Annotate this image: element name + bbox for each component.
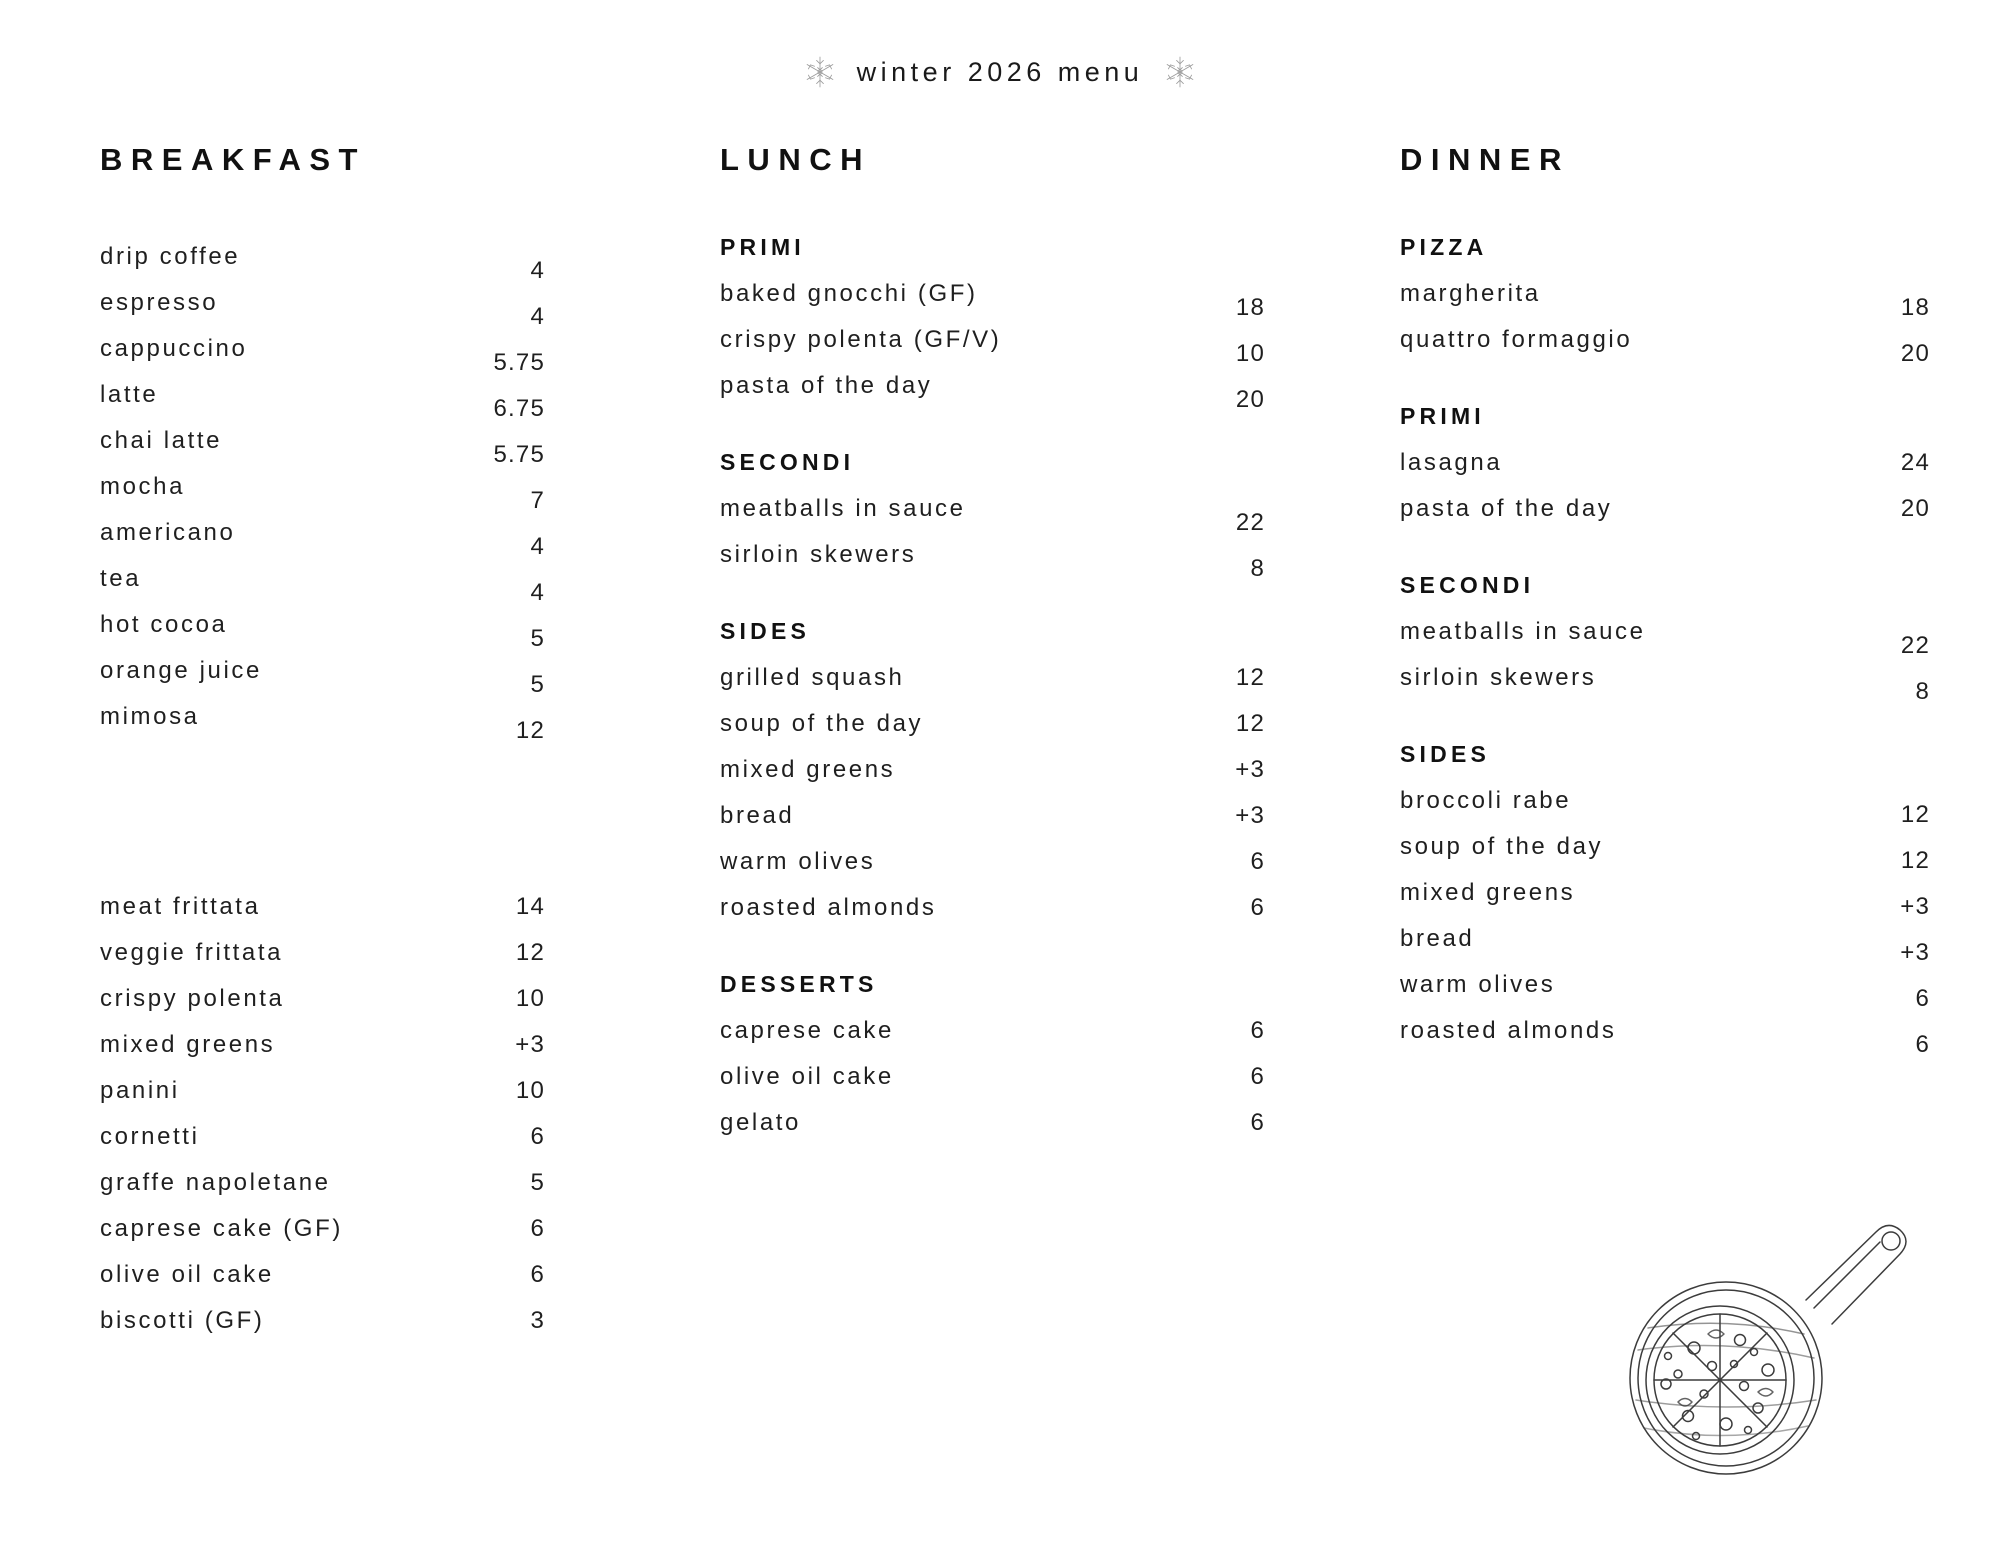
menu-item-price: 8 <box>1915 678 1930 705</box>
menu-item-price: 22 <box>1235 509 1265 536</box>
menu-item-price: 6.75 <box>493 395 545 422</box>
menu-item-name: caprese cake <box>720 1017 894 1044</box>
menu-section-dinner-secondi <box>1400 572 1930 705</box>
menu-item <box>1400 962 1930 1012</box>
menu-item-price: 8 <box>1250 555 1265 582</box>
menu-item-name: warm olives <box>720 848 876 875</box>
menu-item-name: margherita <box>1400 280 1541 307</box>
menu-item-name: gelato <box>720 1109 801 1136</box>
menu-item-price: +3 <box>1900 893 1930 920</box>
menu-section-dinner-sides <box>1400 741 1930 1058</box>
menu-item-name: meatballs in sauce <box>1400 618 1646 645</box>
menu-item-name: mimosa <box>100 703 200 730</box>
menu-item-name: crispy polenta (GF/V) <box>720 326 1002 353</box>
menu-item-name: veggie frittata <box>100 939 284 966</box>
menu-item <box>100 464 545 514</box>
menu-item-name: grilled squash <box>720 664 905 691</box>
menu-item-price: 20 <box>1900 495 1930 522</box>
menu-item <box>720 1008 1265 1054</box>
menu-item-name: cappuccino <box>100 335 248 362</box>
menu-item-name: bread <box>1400 925 1475 952</box>
menu-item <box>720 271 1265 321</box>
menu-section-lunch-sides <box>720 618 1265 931</box>
menu-item-price: 10 <box>515 985 545 1012</box>
menu-item <box>1400 609 1930 659</box>
menu-item-name: meat frittata <box>100 893 261 920</box>
menu-item-name: biscotti (GF) <box>100 1307 265 1334</box>
menu-item-name: espresso <box>100 289 219 316</box>
menu-item-price: 20 <box>1900 340 1930 367</box>
menu-item-list <box>1400 778 1930 1058</box>
menu-item <box>100 1022 545 1068</box>
menu-item-name: meatballs in sauce <box>720 495 966 522</box>
menu-column-breakfast <box>0 142 660 1344</box>
menu-item <box>100 556 545 606</box>
menu-item-name: mixed greens <box>1400 879 1576 906</box>
menu-item <box>100 602 545 652</box>
menu-column-dinner <box>1340 142 2000 1344</box>
menu-item <box>1400 440 1930 486</box>
menu-item-name: caprese cake (GF) <box>100 1215 343 1242</box>
menu-item-price: 12 <box>1235 710 1265 737</box>
menu-item-list <box>720 271 1265 413</box>
menu-item-price: 5 <box>530 671 545 698</box>
menu-item-name: mixed greens <box>720 756 896 783</box>
menu-item-price: 18 <box>1235 294 1265 321</box>
section-title-dinner-primi: PRIMI <box>1400 403 1485 429</box>
menu-item <box>1400 655 1930 705</box>
snowflake-icon <box>1163 55 1197 89</box>
menu-item <box>1400 916 1930 966</box>
menu-item-price: 22 <box>1900 632 1930 659</box>
menu-header-inner <box>803 55 1198 89</box>
menu-item-name: cornetti <box>100 1123 200 1150</box>
menu-item-list <box>1400 440 1930 532</box>
menu-item-name: drip coffee <box>100 243 241 270</box>
menu-item-name: graffe napoletane <box>100 1169 331 1196</box>
menu-item-price: 12 <box>515 939 545 966</box>
section-title-dinner-pizza: PIZZA <box>1400 234 1488 260</box>
menu-item-price: 6 <box>1250 894 1265 921</box>
menu-item <box>100 510 545 560</box>
menu-item-price: 12 <box>515 717 545 744</box>
menu-item-price: 3 <box>530 1307 545 1334</box>
menu-item <box>720 363 1265 413</box>
menu-item-name: mocha <box>100 473 186 500</box>
column-title-dinner: DINNER <box>1400 142 1570 177</box>
menu-section-breakfast-food <box>100 884 545 1344</box>
menu-item-price: 6 <box>1250 1063 1265 1090</box>
menu-item <box>720 317 1265 367</box>
menu-item-price: 4 <box>530 303 545 330</box>
menu-item-price: 6 <box>1915 985 1930 1012</box>
menu-item-list <box>100 884 545 1344</box>
menu-item <box>100 372 545 422</box>
menu-item-price: 6 <box>530 1215 545 1242</box>
menu-item-list <box>1400 609 1930 705</box>
menu-item-name: soup of the day <box>1400 833 1604 860</box>
menu-item <box>1400 824 1930 874</box>
menu-item-price: 10 <box>515 1077 545 1104</box>
menu-item-name: orange juice <box>100 657 262 684</box>
menu-item-price: +3 <box>515 1031 545 1058</box>
menu-item <box>100 1298 545 1344</box>
menu-item-price: 24 <box>1900 449 1930 476</box>
menu-item <box>100 976 545 1022</box>
menu-section-lunch-desserts <box>720 971 1265 1146</box>
menu-item-list <box>720 655 1265 931</box>
menu-item <box>100 326 545 376</box>
menu-item-price: 5.75 <box>493 441 545 468</box>
menu-item-price: 4 <box>530 579 545 606</box>
menu-item-name: broccoli rabe <box>1400 787 1572 814</box>
menu-item-name: hot cocoa <box>100 611 228 638</box>
menu-item <box>100 1068 545 1114</box>
snowflake-icon <box>803 55 837 89</box>
menu-item <box>1400 1008 1930 1058</box>
menu-item-name: pasta of the day <box>720 372 933 399</box>
section-title-lunch-desserts: DESSERTS <box>720 971 878 997</box>
menu-item-name: quattro formaggio <box>1400 326 1633 353</box>
menu-section-breakfast-drinks <box>100 234 545 744</box>
column-title-lunch: LUNCH <box>720 142 871 177</box>
menu-item <box>100 280 545 330</box>
menu-item-price: +3 <box>1900 939 1930 966</box>
menu-item-price: 12 <box>1900 847 1930 874</box>
menu-column-lunch <box>660 142 1340 1344</box>
menu-item-name: lasagna <box>1400 449 1503 476</box>
menu-header <box>0 0 2000 87</box>
menu-item-list <box>720 486 1265 582</box>
menu-item <box>720 701 1265 747</box>
menu-item-name: pasta of the day <box>1400 495 1613 522</box>
menu-item-price: +3 <box>1235 756 1265 783</box>
menu-item <box>720 486 1265 536</box>
menu-item-name: olive oil cake <box>100 1261 274 1288</box>
menu-item <box>1400 486 1930 532</box>
menu-item-price: 6 <box>1915 1031 1930 1058</box>
menu-item-price: 6 <box>530 1261 545 1288</box>
menu-item-name: olive oil cake <box>720 1063 894 1090</box>
menu-item-price: 4 <box>530 257 545 284</box>
menu-item-list <box>720 1008 1265 1146</box>
menu-item-name: roasted almonds <box>1400 1017 1617 1044</box>
menu-item <box>720 839 1265 885</box>
section-title-lunch-primi: PRIMI <box>720 234 805 260</box>
menu-item-name: warm olives <box>1400 971 1556 998</box>
menu-item <box>720 1100 1265 1146</box>
menu-item <box>100 1160 545 1206</box>
section-title-lunch-sides: SIDES <box>720 618 811 644</box>
menu-item-price: 4 <box>530 533 545 560</box>
menu-item-name: soup of the day <box>720 710 924 737</box>
menu-item-price: 20 <box>1235 386 1265 413</box>
menu-item <box>100 694 545 744</box>
menu-item-name: sirloin skewers <box>1400 664 1597 691</box>
menu-section-lunch-secondi <box>720 449 1265 582</box>
menu-item <box>100 234 545 284</box>
menu-item-list <box>1400 271 1930 367</box>
menu-item-price: 18 <box>1900 294 1930 321</box>
menu-item-price: 6 <box>1250 1109 1265 1136</box>
menu-item <box>100 1114 545 1160</box>
menu-item-name: americano <box>100 519 236 546</box>
menu-item-price: 14 <box>515 893 545 920</box>
menu-item <box>100 884 545 930</box>
section-title-lunch-secondi: SECONDI <box>720 449 855 475</box>
menu-columns <box>0 70 2000 1344</box>
menu-item-price: +3 <box>1235 802 1265 829</box>
menu-section-dinner-primi <box>1400 403 1930 532</box>
menu-item-price: 6 <box>1250 848 1265 875</box>
page-title: winter 2026 menu <box>856 56 1144 87</box>
menu-item-price: 6 <box>1250 1017 1265 1044</box>
menu-item <box>1400 271 1930 321</box>
menu-item <box>1400 870 1930 920</box>
menu-item-name: sirloin skewers <box>720 541 917 568</box>
menu-item-name: panini <box>100 1077 180 1104</box>
menu-item <box>720 532 1265 582</box>
menu-item <box>100 648 545 698</box>
menu-item <box>1400 317 1930 367</box>
menu-item-price: 5 <box>530 1169 545 1196</box>
menu-item <box>720 655 1265 701</box>
menu-item-name: baked gnocchi (GF) <box>720 280 978 307</box>
menu-item <box>1400 778 1930 828</box>
menu-item-price: 6 <box>530 1123 545 1150</box>
menu-section-lunch-primi <box>720 234 1265 413</box>
menu-item <box>100 1206 545 1252</box>
menu-item-list <box>100 234 545 744</box>
section-title-dinner-sides: SIDES <box>1400 741 1491 767</box>
menu-item-name: crispy polenta <box>100 985 285 1012</box>
menu-item-price: 10 <box>1235 340 1265 367</box>
menu-item <box>720 885 1265 931</box>
section-spacer <box>100 780 545 884</box>
menu-item <box>100 418 545 468</box>
menu-item-name: bread <box>720 802 795 829</box>
menu-item-price: 12 <box>1235 664 1265 691</box>
menu-item-price: 12 <box>1900 801 1930 828</box>
menu-item-name: roasted almonds <box>720 894 937 921</box>
menu-item <box>100 1252 545 1298</box>
section-title-dinner-secondi: SECONDI <box>1400 572 1535 598</box>
menu-item <box>720 747 1265 793</box>
menu-item <box>100 930 545 976</box>
menu-item-price: 7 <box>530 487 545 514</box>
menu-item <box>720 793 1265 839</box>
menu-item-name: chai latte <box>100 427 223 454</box>
column-title-breakfast: BREAKFAST <box>100 142 366 177</box>
menu-item <box>720 1054 1265 1100</box>
menu-item-name: mixed greens <box>100 1031 276 1058</box>
menu-item-name: latte <box>100 381 159 408</box>
menu-section-dinner-pizza <box>1400 234 1930 367</box>
menu-item-price: 5 <box>530 625 545 652</box>
menu-item-name: tea <box>100 565 142 592</box>
menu-item-price: 5.75 <box>493 349 545 376</box>
